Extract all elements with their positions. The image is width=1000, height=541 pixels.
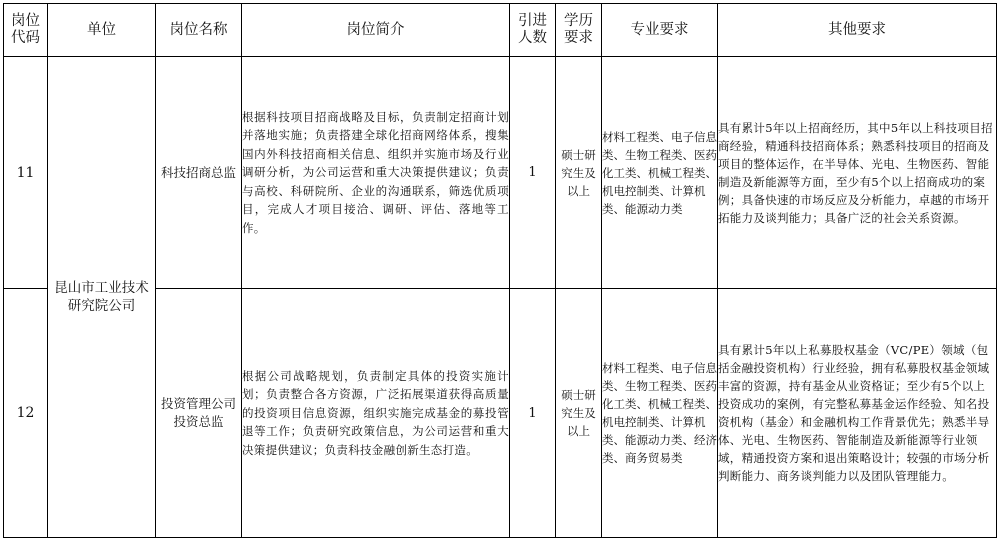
row-desc: 根据科技项目招商战略及目标，负责制定招商计划并落地实施；负责搭建全球化招商网络体系，搜集国内外科技招商相关信息、组织并实施市场及行业调研分析，为公司运营和重大决策提供建议；负责与高校、科研院所、企业的沟通联系，筛选优质项目，完成人才项目接洽、调研、评估、落地等工作。 <box>242 57 510 289</box>
header-count: 引进人数 <box>510 4 556 57</box>
header-unit: 单位 <box>48 4 156 57</box>
row-title: 科技招商总监 <box>156 57 242 289</box>
row-major: 材料工程类、电子信息类、生物工程类、医药化工类、机械工程类、机电控制类、计算机类、能源动力类、经济类、商务贸易类 <box>602 289 718 538</box>
row-desc: 根据公司战略规划，负责制定具体的投资实施计划；负责整合各方资源，广泛拓展渠道获得高质量的投资项目信息资源，组织实施完成基金的募投管退等工作；负责研究政策信息，为公司运营和重大决策提供建议；负责科技金融创新生态打造。 <box>242 289 510 538</box>
row-code: 12 <box>4 289 48 538</box>
header-edu: 学历要求 <box>556 4 602 57</box>
row-count: 1 <box>510 289 556 538</box>
header-desc: 岗位简介 <box>242 4 510 57</box>
header-other: 其他要求 <box>718 4 997 57</box>
header-major: 专业要求 <box>602 4 718 57</box>
row-count: 1 <box>510 57 556 289</box>
row-major: 材料工程类、电子信息类、生物工程类、医药化工类、机械工程类、机电控制类、计算机类、能源动力类 <box>602 57 718 289</box>
row-code: 11 <box>4 57 48 289</box>
table-row <box>4 57 997 289</box>
header-row <box>4 4 997 57</box>
recruitment-table <box>3 3 997 538</box>
row-other: 具有累计5年以上私募股权基金（VC/PE）领域（包括金融投资机构）行业经验，拥有私募股权基金领域丰富的资源，持有基金从业资格证；至少有5个以上投资成功的案例，有完整私募基金运作经验、知名投资机构（基金）和金融机构工作背景优先；熟悉半导体、光电、生物医药、智能制造及新能源等行业领域，精通投资方案和退出策略设计；较强的市场分析判断能力、商务谈判能力以及团队管理能力。 <box>718 289 997 538</box>
row-other: 具有累计5年以上招商经历，其中5年以上科技项目招商经验，精通科技招商体系；熟悉科技项目的招商及项目的整体运作，在半导体、光电、生物医药、智能制造及新能源等方面，至少有5个以上招商成功的案例；具备快速的市场反应及分析能力，卓越的市场开拓能力及谈判能力；具备广泛的社会关系资源。 <box>718 57 997 289</box>
table-header <box>4 4 997 57</box>
header-title: 岗位名称 <box>156 4 242 57</box>
row-unit: 昆山市工业技术研究院公司 <box>48 57 156 538</box>
row-title: 投资管理公司投资总监 <box>156 289 242 538</box>
row-edu: 硕士研究生及以上 <box>556 289 602 538</box>
header-code: 岗位代码 <box>4 4 48 57</box>
row-edu: 硕士研究生及以上 <box>556 57 602 289</box>
